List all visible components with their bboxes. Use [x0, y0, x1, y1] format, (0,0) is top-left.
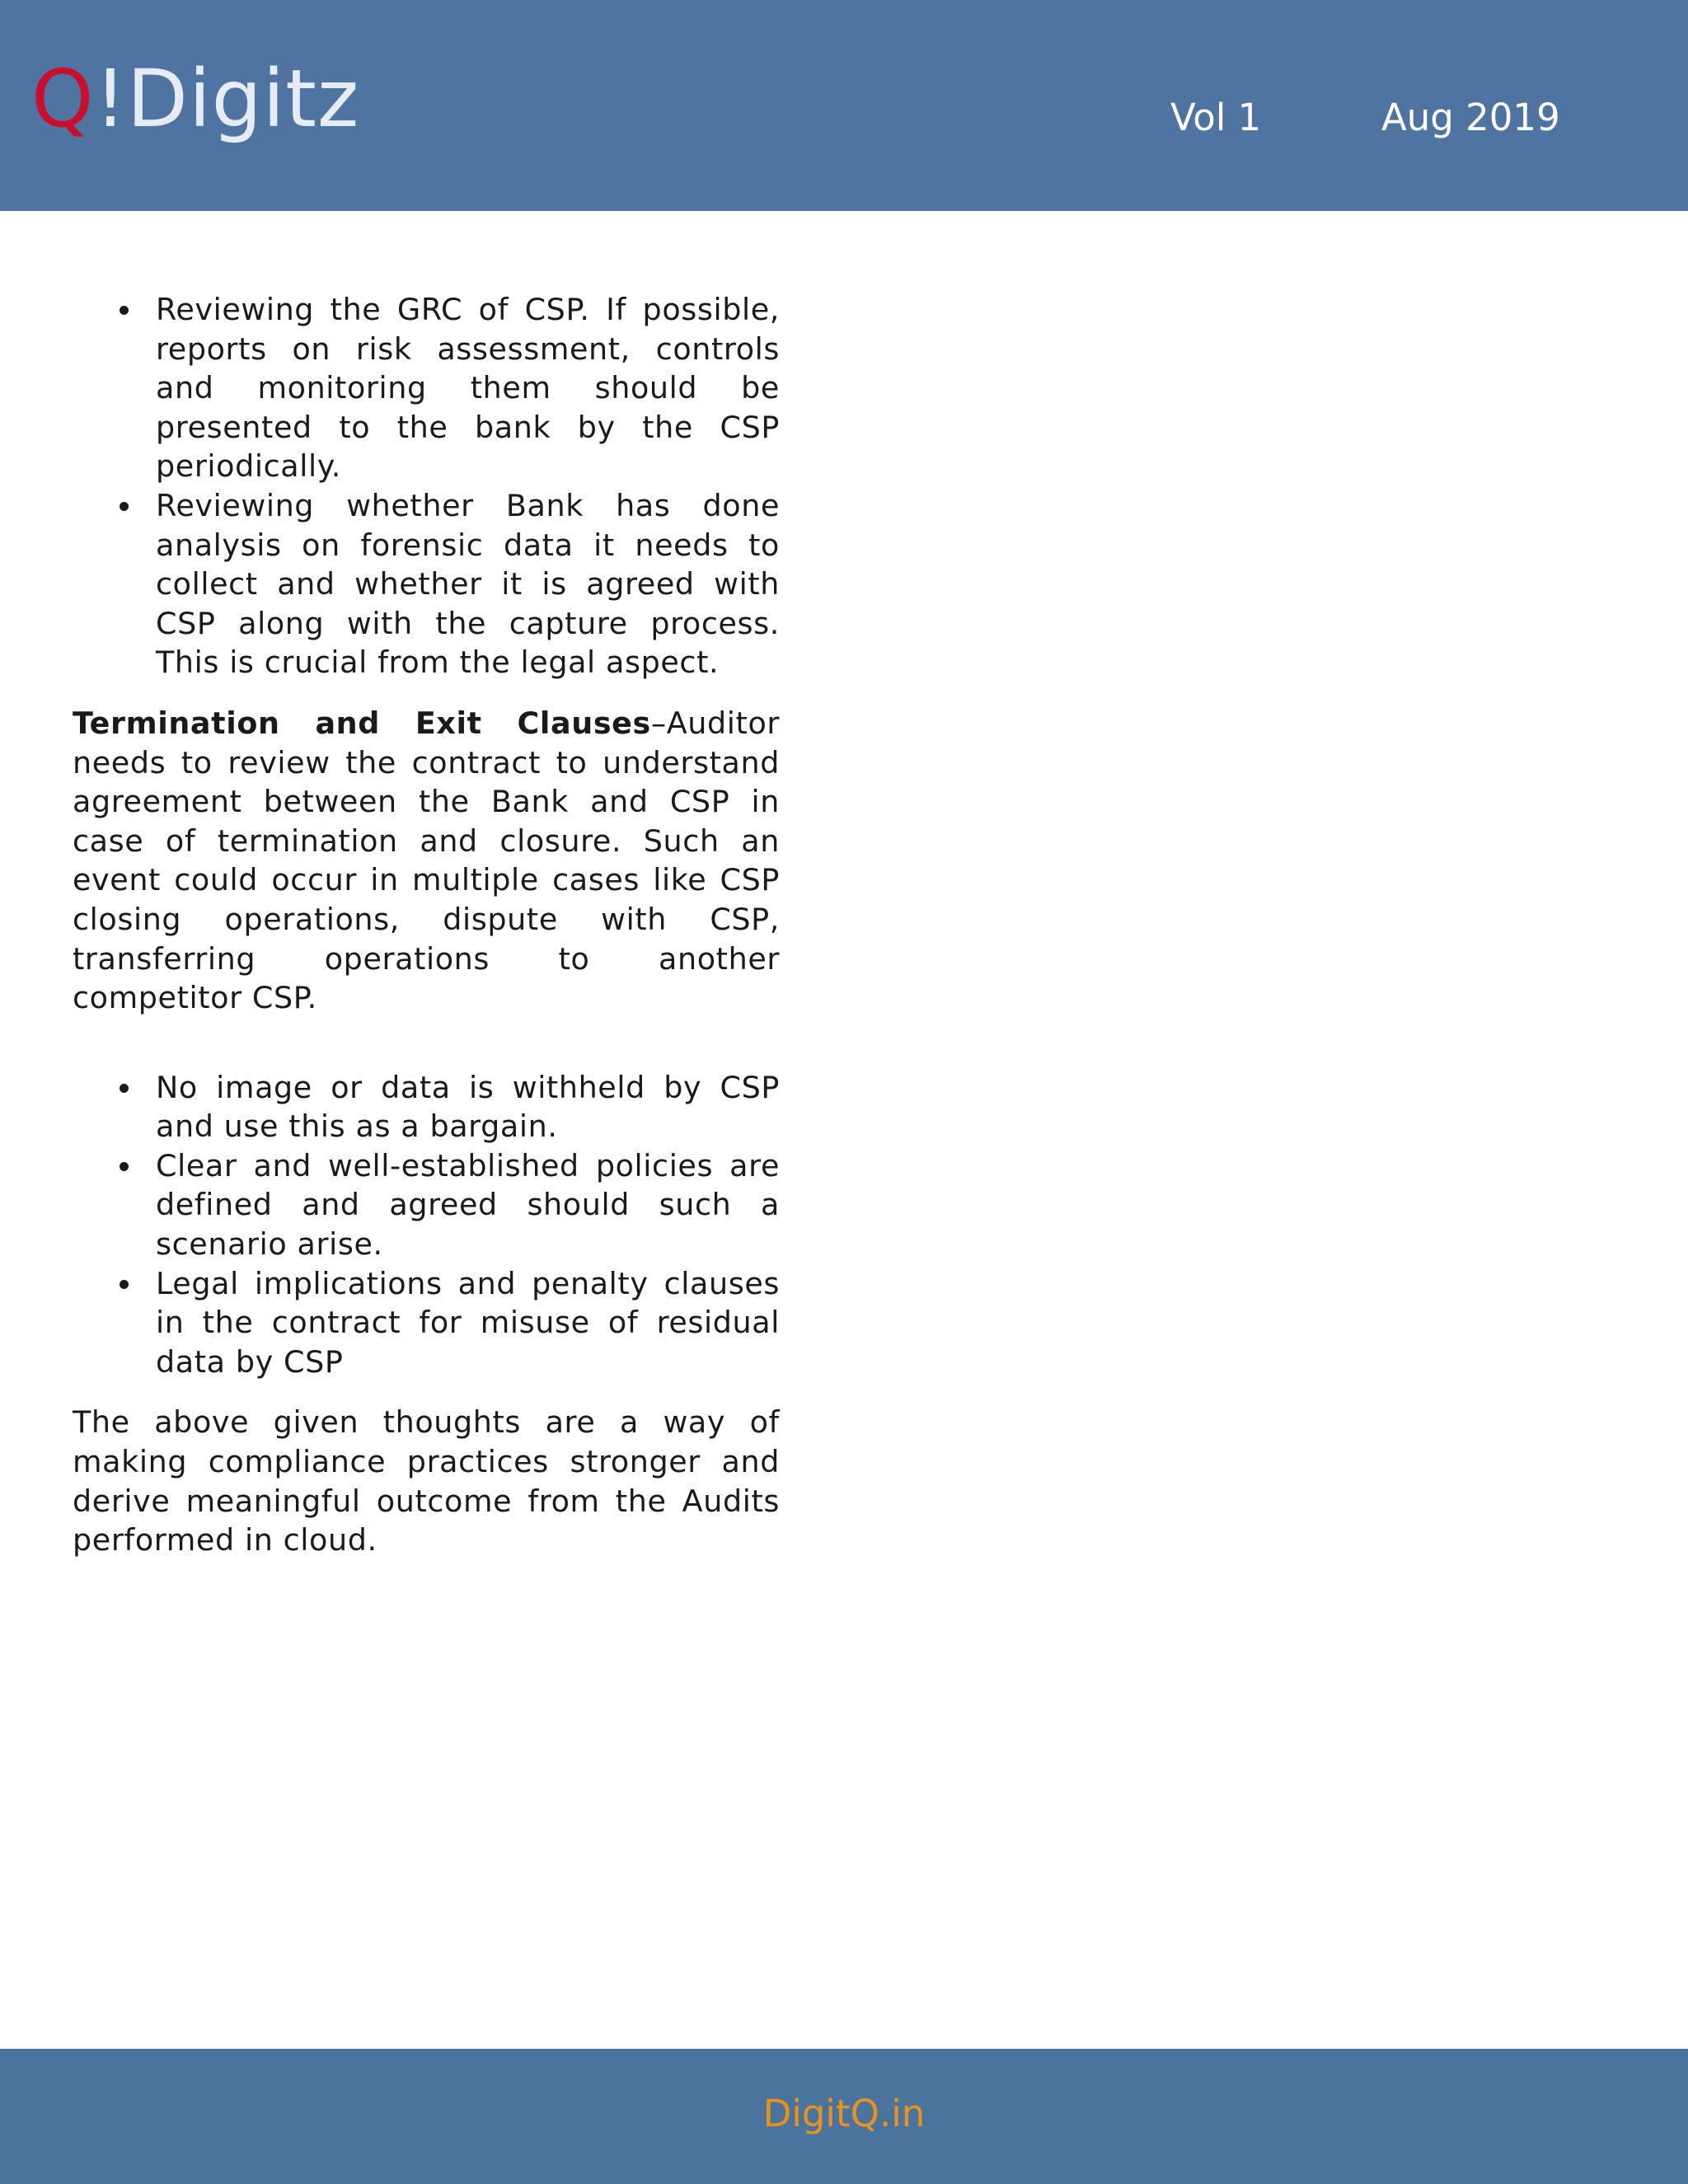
bullet-icon	[120, 1084, 129, 1093]
list-item-text: Reviewing whether Bank has done analysis on forensic data it needs to collect and whether it is agreed with CSP along with the capture process. This is crucial from the legal aspect.	[156, 487, 780, 681]
list-item	[73, 1146, 780, 1264]
issue-date: Aug 2019	[1381, 96, 1560, 139]
termination-text: –Auditor needs to review the contract to understand agreement between the Bank and CSP in case of termination and closure. Such an event could occur in multiple cases like CSP closing operations, dispute with CSP, transferring operations to another competitor CSP.	[73, 705, 780, 1016]
footer-website-link[interactable]: DigitQ.in	[762, 2092, 926, 2135]
logo-q: Q	[31, 53, 95, 145]
list-item	[73, 290, 780, 486]
header-banner	[0, 0, 1688, 211]
bullet-icon	[120, 306, 129, 315]
termination-heading: Termination and Exit Clauses	[73, 705, 651, 741]
bullet-icon	[120, 1162, 129, 1171]
brand-logo	[31, 53, 360, 145]
list-item	[73, 486, 780, 682]
termination-paragraph	[73, 704, 780, 1018]
bullet-list-exit	[73, 1068, 780, 1382]
list-item-text: Clear and well-established policies are defined and agreed should such a scenario arise.	[156, 1147, 780, 1263]
bullet-icon	[120, 502, 129, 511]
list-item-text: Legal implications and penalty clauses in the contract for misuse of residual data by CSP	[156, 1265, 780, 1380]
footer-banner	[0, 2049, 1688, 2184]
list-item-text: No image or data is withheld by CSP and use this as a bargain.	[156, 1069, 780, 1145]
volume-label: Vol 1	[1170, 96, 1262, 139]
list-item-text: Reviewing the GRC of CSP. If possible, reports on risk assessment, controls and monitoring them should be presented to the bank by the CSP periodically.	[156, 292, 780, 485]
conclusion-paragraph: The above given thoughts are a way of making compliance practices stronger and derive meaningful outcome from the Audits performed in cloud.	[73, 1404, 780, 1558]
list-item	[73, 1068, 780, 1146]
list-item	[73, 1264, 780, 1382]
bullet-icon	[120, 1280, 129, 1289]
bullet-list-review	[73, 290, 780, 682]
article-body	[73, 290, 780, 1560]
logo-text: !Digitz	[94, 53, 360, 145]
